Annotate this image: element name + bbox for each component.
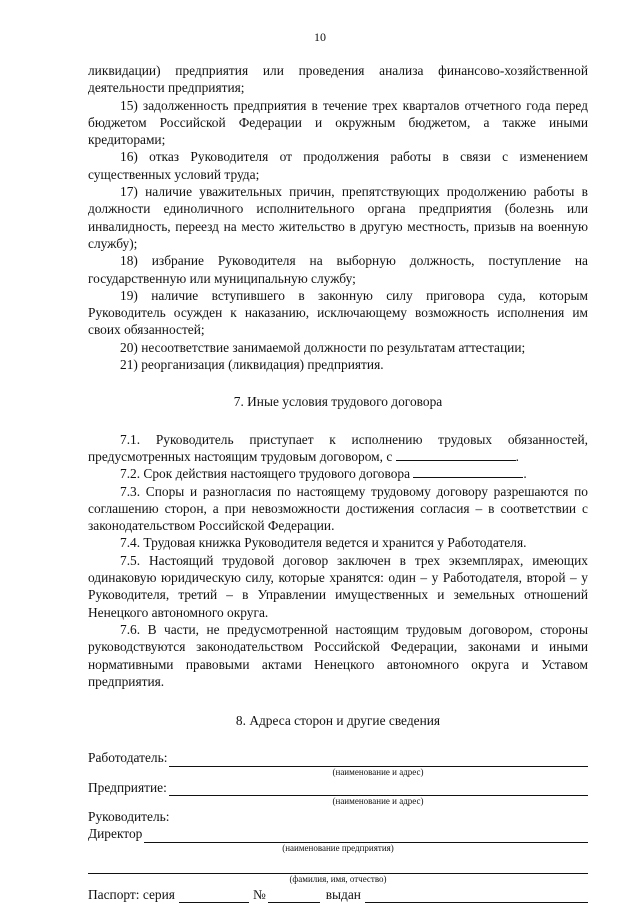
list-item: 19) наличие вступившего в законную силу приговора суда, которым Руководитель осужден к наказанию, исключающему возможность исполнения им своих обязанностей; — [88, 287, 588, 338]
enterprise-field[interactable] — [169, 783, 588, 796]
director-caption: (наименование предприятия) — [282, 842, 394, 853]
passport-issued-label: выдан — [325, 886, 361, 902]
start-date-field[interactable] — [396, 448, 516, 461]
director-field[interactable] — [144, 830, 588, 843]
section-8-heading: 8. Адреса сторон и другие сведения — [235, 713, 441, 729]
passport-series-field[interactable] — [179, 890, 249, 903]
enterprise-caption: (наименование и адрес) — [332, 795, 424, 806]
document-body — [88, 62, 588, 903]
list-item: 15) задолженность предприятия в течение трех кварталов отчетного года перед бюджетом Российской Федерации и окружным бюджетом, а также иными кредиторами; — [88, 97, 588, 148]
passport-line — [88, 886, 588, 903]
employer-label: Работодатель: — [88, 750, 168, 766]
fullname-caption: (фамилия, имя, отчество) — [289, 873, 387, 884]
paragraph-7-4: 7.4. Трудовая книжка Руководителя ведется и хранится у Работодателя. — [120, 535, 527, 551]
fullname-line — [88, 861, 588, 874]
list-item: 17) наличие уважительных причин, препятствующих продолжению работы в должности единоличного исполнительного органа предприятия (болезнь или инвалидность, переезд на место жительство в другую местность, призыв на военную службу); — [88, 184, 588, 251]
paragraph-7-5: 7.5. Настоящий трудовой договор заключен в трех экземплярах, имеющих одинаковую юридическую силу, которые хранятся: один – у Работодателя, второй – у Руководителя, третий – в Управлении имущественных и земельных отношений Ненецкого автономного округа. — [88, 552, 588, 620]
paragraph-7-2-text: 7.2. Срок действия настоящего трудового договора — [120, 466, 411, 482]
enterprise-line — [88, 779, 588, 796]
passport-issued-field[interactable] — [365, 890, 588, 903]
enterprise-label: Предприятие: — [88, 779, 167, 795]
head-label: Руководитель: — [88, 808, 170, 824]
director-label: Директор — [88, 826, 143, 842]
passport-number-field[interactable] — [268, 890, 320, 903]
paragraph-list — [88, 62, 588, 373]
fullname-field[interactable] — [88, 861, 588, 874]
paragraph-7-3: 7.3. Споры и разногласия по настоящему трудовому договору разрешаются по соглашению сторон, а при невозможности достижения согласия – в соответствии с законодательством Российской Федерации. — [88, 483, 588, 534]
paragraph-7-1: 7.1. Руководитель приступает к исполнению трудовых обязанностей, предусмотренных настоящим трудовым договором, с . — [88, 431, 588, 464]
list-item: 21) реорганизация (ликвидация) предприятия. — [120, 357, 384, 373]
passport-number-label: № — [252, 886, 266, 902]
list-item: 18) избрание Руководителя на выборную должность, поступление на государственную или муниципальную службу; — [88, 253, 588, 286]
paragraph-7-2: 7.2. Срок действия настоящего трудового договора . — [120, 466, 527, 482]
employer-field[interactable] — [169, 754, 588, 767]
passport-label: Паспорт: серия — [88, 886, 175, 902]
list-item: 20) несоответствие занимаемой должности по результатам аттестации; — [120, 339, 526, 355]
employer-line — [88, 749, 588, 766]
list-item: ликвидации) предприятия или проведения анализа финансово-хозяйственной деятельности предприятия; — [88, 63, 588, 96]
page-number: 10 — [314, 30, 326, 44]
term-field[interactable] — [413, 465, 523, 478]
list-item: 16) отказ Руководителя от продолжения работы в связи с изменением существенных условий труда; — [88, 149, 588, 182]
section-7-heading: 7. Иные условия трудового договора — [233, 394, 443, 410]
employer-caption: (наименование и адрес) — [332, 766, 424, 777]
paragraph-7-6: 7.6. В части, не предусмотренной настоящим трудовым договором, стороны руководствуются законодательством Российской Федерации, законами и иными нормативными правовыми актами Ненецкого автономного округа и Уставом предприятия. — [88, 621, 588, 689]
director-line — [88, 825, 588, 842]
paragraph-7-1-text: 7.1. Руководитель приступает к исполнению трудовых обязанностей, предусмотренных настоящим трудовым договором, с — [88, 431, 588, 464]
